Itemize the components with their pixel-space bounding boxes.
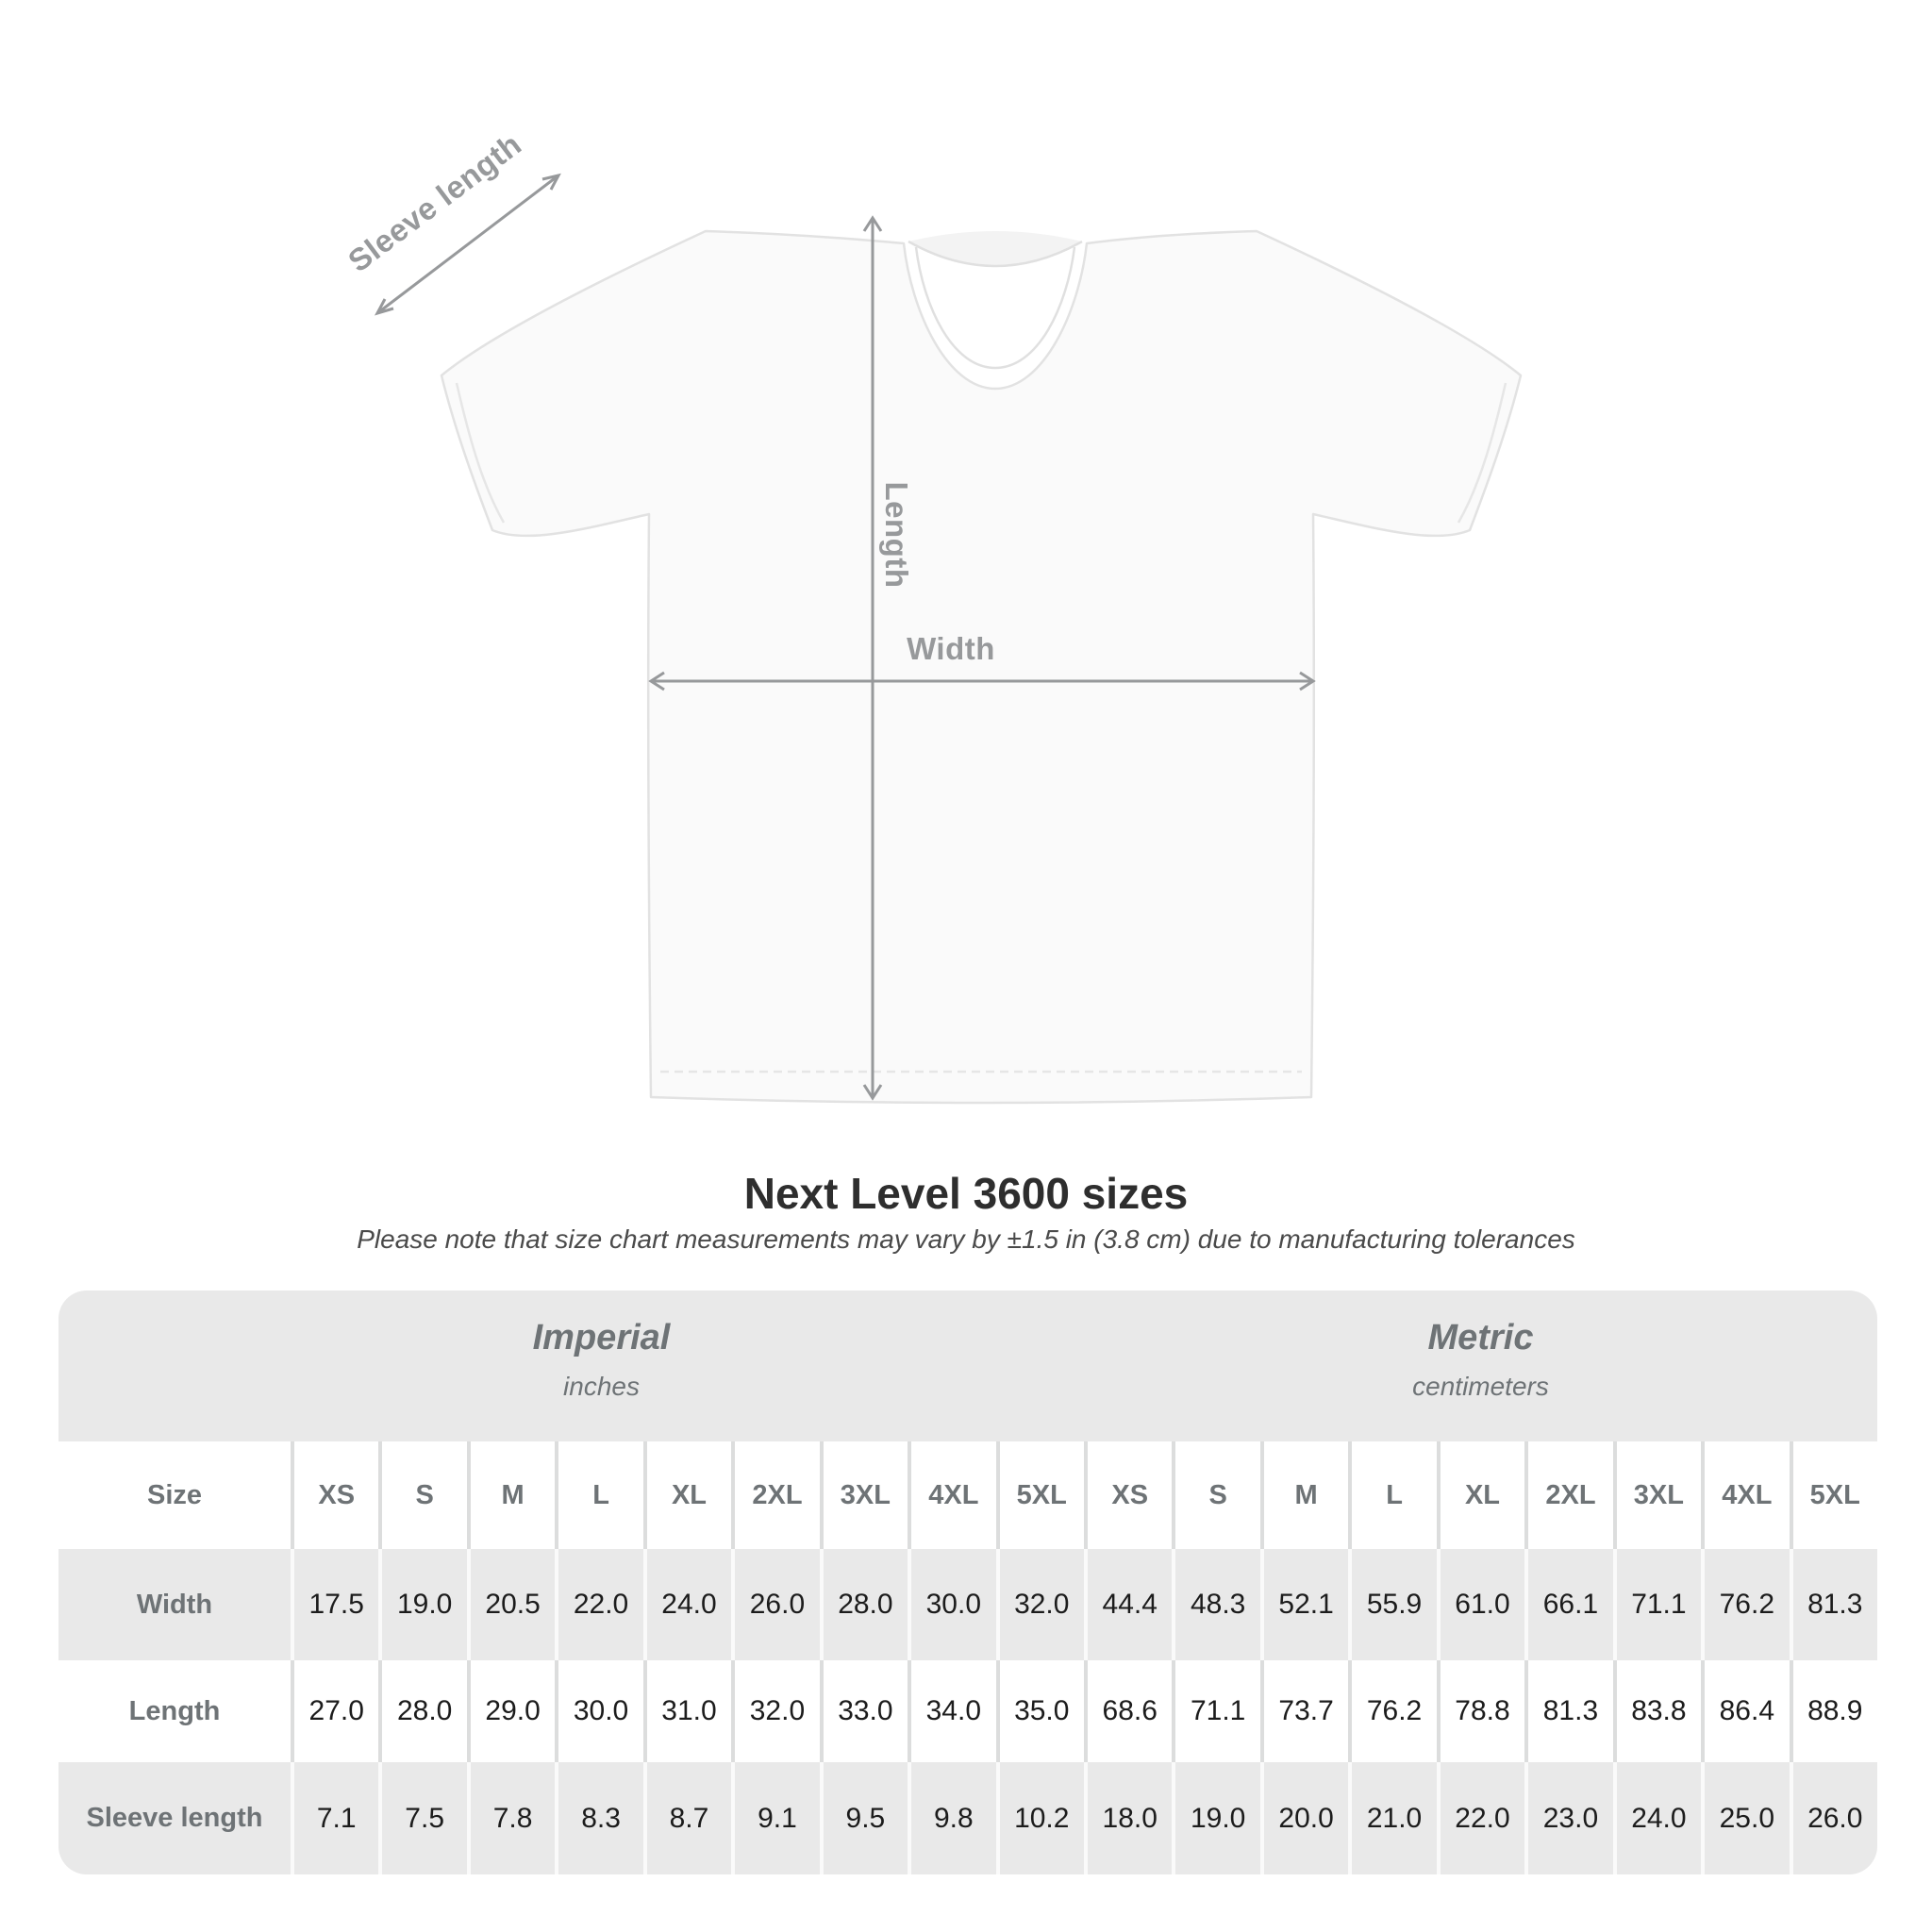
value-cell: 7.8 (467, 1762, 555, 1874)
value-cell: 48.3 (1172, 1549, 1259, 1660)
size-column-header: 2XL (731, 1441, 819, 1549)
value-cell: 32.0 (996, 1549, 1084, 1660)
table-row (58, 1762, 1877, 1874)
imperial-header: Imperial (532, 1317, 671, 1357)
value-cell: 31.0 (643, 1660, 731, 1762)
table-header-band (58, 1291, 1877, 1441)
value-cell: 76.2 (1701, 1549, 1789, 1660)
size-column-header: M (467, 1441, 555, 1549)
value-cell: 17.5 (291, 1549, 378, 1660)
size-column-header: XL (1437, 1441, 1524, 1549)
value-cell: 30.0 (908, 1549, 995, 1660)
tshirt-graphic (441, 231, 1521, 1103)
value-cell: 20.0 (1260, 1762, 1348, 1874)
value-cell: 29.0 (467, 1660, 555, 1762)
size-column-header: 3XL (820, 1441, 908, 1549)
size-column-header: 5XL (996, 1441, 1084, 1549)
metric-unit: centimeters (1412, 1371, 1549, 1401)
value-cell: 55.9 (1348, 1549, 1436, 1660)
metric-section-header (1084, 1291, 1877, 1441)
value-cell: 7.5 (378, 1762, 466, 1874)
value-cell: 7.1 (291, 1762, 378, 1874)
size-column-header: S (1172, 1441, 1259, 1549)
value-cell: 20.5 (467, 1549, 555, 1660)
value-cell: 22.0 (1437, 1762, 1524, 1874)
row-label: Sleeve length (86, 1803, 263, 1833)
size-column-header: S (378, 1441, 466, 1549)
value-cell: 9.1 (731, 1762, 819, 1874)
value-cell: 8.7 (643, 1762, 731, 1874)
value-cell: 21.0 (1348, 1762, 1436, 1874)
value-cell: 81.3 (1524, 1660, 1612, 1762)
size-chart-rows (58, 1441, 1877, 1874)
size-column-header: XL (643, 1441, 731, 1549)
value-cell: 10.2 (996, 1762, 1084, 1874)
value-cell: 71.1 (1613, 1549, 1701, 1660)
length-label: Length (879, 481, 914, 589)
value-cell: 76.2 (1348, 1660, 1436, 1762)
size-column-header: XS (291, 1441, 378, 1549)
value-cell: 44.4 (1084, 1549, 1172, 1660)
value-cell: 52.1 (1260, 1549, 1348, 1660)
size-column-header: XS (1084, 1441, 1172, 1549)
value-cell: 23.0 (1524, 1762, 1612, 1874)
size-column-header: 2XL (1524, 1441, 1612, 1549)
row-label: Length (128, 1695, 221, 1726)
value-cell: 8.3 (555, 1762, 642, 1874)
collar-back (908, 231, 1082, 266)
size-column-header: 4XL (908, 1441, 995, 1549)
page-title: Next Level 3600 sizes (743, 1169, 1189, 1218)
size-column-header: 4XL (1701, 1441, 1789, 1549)
value-cell: 27.0 (291, 1660, 378, 1762)
imperial-section-header (58, 1291, 1084, 1441)
size-chart-table (58, 1291, 1877, 1874)
value-cell: 9.8 (908, 1762, 995, 1874)
value-cell: 78.8 (1437, 1660, 1524, 1762)
value-cell: 73.7 (1260, 1660, 1348, 1762)
table-row (58, 1441, 1877, 1549)
value-cell: 81.3 (1790, 1549, 1877, 1660)
value-cell: 26.0 (1790, 1762, 1877, 1874)
value-cell: 22.0 (555, 1549, 642, 1660)
value-cell: 71.1 (1172, 1660, 1259, 1762)
table-row (58, 1660, 1877, 1762)
value-cell: 28.0 (378, 1660, 466, 1762)
imperial-unit: inches (563, 1371, 640, 1401)
value-cell: 18.0 (1084, 1762, 1172, 1874)
value-cell: 26.0 (731, 1549, 819, 1660)
value-cell: 61.0 (1437, 1549, 1524, 1660)
value-cell: 28.0 (820, 1549, 908, 1660)
size-column-header: L (1348, 1441, 1436, 1549)
value-cell: 32.0 (731, 1660, 819, 1762)
value-cell: 34.0 (908, 1660, 995, 1762)
value-cell: 86.4 (1701, 1660, 1789, 1762)
value-cell: 30.0 (555, 1660, 642, 1762)
value-cell: 19.0 (1172, 1762, 1259, 1874)
width-label: Width (907, 631, 995, 666)
value-cell: 24.0 (1613, 1762, 1701, 1874)
value-cell: 83.8 (1613, 1660, 1701, 1762)
size-column-header: 3XL (1613, 1441, 1701, 1549)
value-cell: 35.0 (996, 1660, 1084, 1762)
value-cell: 68.6 (1084, 1660, 1172, 1762)
page-subtitle: Please note that size chart measurements may vary by ±1.5 in (3.8 cm) due to manufacturing tolerances (357, 1224, 1575, 1254)
metric-header: Metric (1427, 1317, 1534, 1357)
value-cell: 33.0 (820, 1660, 908, 1762)
size-column-header: M (1260, 1441, 1348, 1549)
table-row (58, 1549, 1877, 1660)
value-cell: 19.0 (378, 1549, 466, 1660)
value-cell: 25.0 (1701, 1762, 1789, 1874)
row-label: Width (136, 1589, 213, 1620)
value-cell: 88.9 (1790, 1660, 1877, 1762)
sleeve-length-label: Sleeve length (341, 125, 528, 279)
size-column-header: L (555, 1441, 642, 1549)
row-label-size: Size (146, 1479, 203, 1510)
size-column-header: 5XL (1790, 1441, 1877, 1549)
value-cell: 66.1 (1524, 1549, 1612, 1660)
value-cell: 9.5 (820, 1762, 908, 1874)
value-cell: 24.0 (643, 1549, 731, 1660)
